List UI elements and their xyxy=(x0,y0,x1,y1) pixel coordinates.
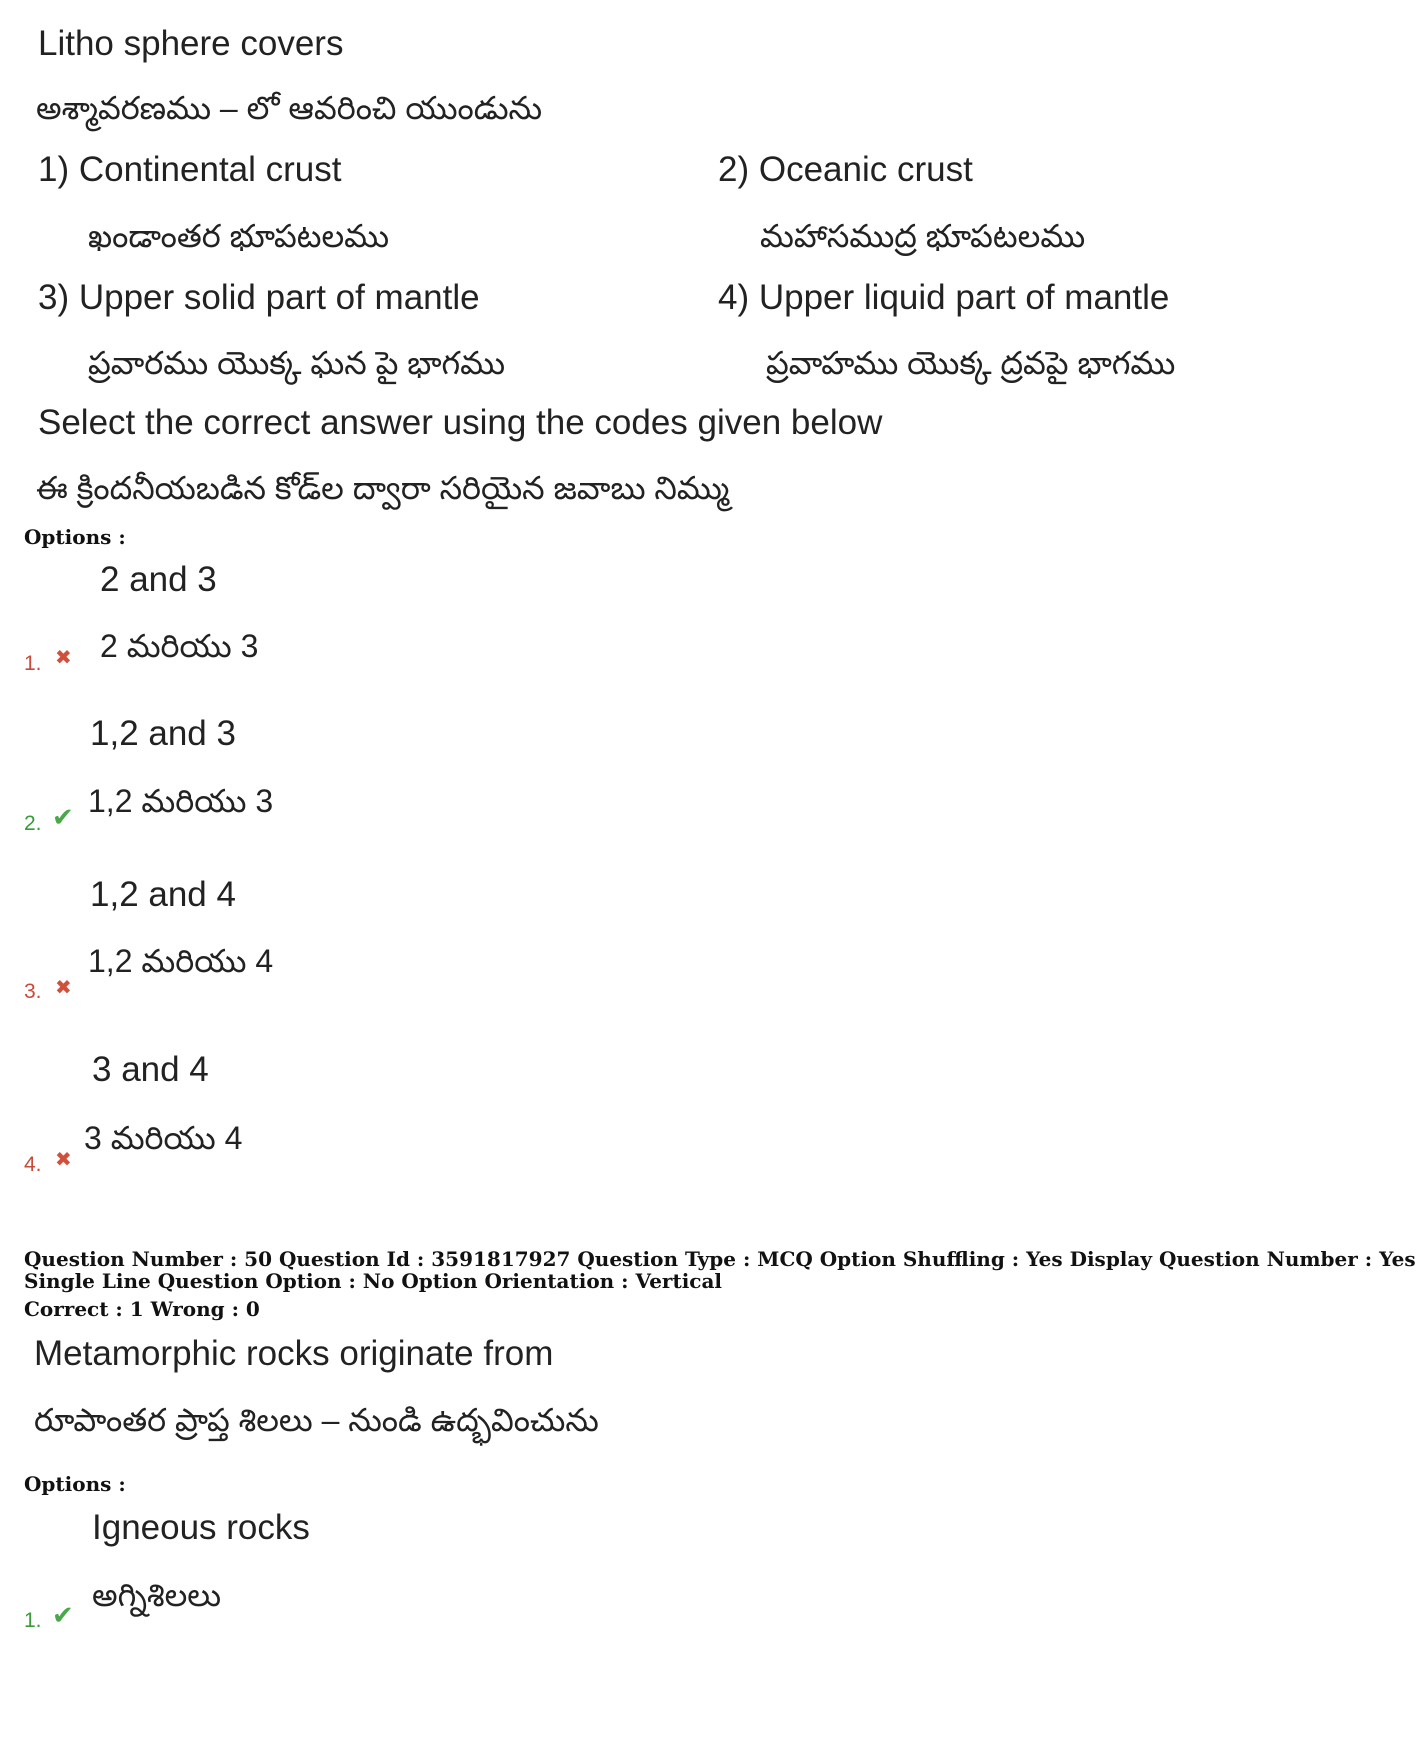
cross-icon: ✖ xyxy=(55,977,72,999)
statement-1-te: ఖండాంతర భూపటలము xyxy=(88,218,390,254)
option-2-text-en: 1,2 and 3 xyxy=(90,714,236,753)
question-2-stem-en: Metamorphic rocks originate from xyxy=(34,1334,554,1373)
cross-icon: ✖ xyxy=(55,1149,72,1171)
question-meta-line-1: Question Number : 50 Question Id : 3591817927 Question Type : MCQ Option Shuffling : Yes Display Question Number : Yes xyxy=(24,1247,1416,1271)
statement-1-en: 1) Continental crust xyxy=(38,150,342,189)
question-score: Correct : 1 Wrong : 0 xyxy=(24,1297,260,1321)
question-stem-te: అశ్మావరణము – లో ఆవరించి యుండును xyxy=(36,90,543,126)
instruction-en: Select the correct answer using the codes given below xyxy=(38,403,883,442)
question-2-stem-te: రూపాంతర ప్రాప్త శిలలు – నుండి ఉద్భవించును xyxy=(34,1402,599,1438)
option-3-text-te: 1,2 మరియు 4 xyxy=(88,943,274,979)
statement-4-te: ప్రవాహము యొక్క ద్రవపై భాగము xyxy=(766,345,1176,381)
cross-icon: ✖ xyxy=(55,647,72,669)
instruction-te: ఈ క్రిందనీయబడిన కోడ్‌ల ద్వారా సరియైన జవాబు నిమ్ము xyxy=(36,470,730,506)
question-2-option-1-text-te: అగ్నిశిలలు xyxy=(92,1577,222,1613)
check-icon: ✔ xyxy=(52,1601,74,1630)
statement-3-en: 3) Upper solid part of mantle xyxy=(38,278,480,317)
statement-2-te: మహాసముద్ర భూపటలము xyxy=(760,218,1086,254)
question-stem-en: Litho sphere covers xyxy=(38,24,344,63)
option-3-number: 3. xyxy=(24,980,42,1003)
option-1-text-en: 2 and 3 xyxy=(100,560,217,599)
option-3-text-en: 1,2 and 4 xyxy=(90,875,236,914)
option-4-text-en: 3 and 4 xyxy=(92,1050,209,1089)
question-2-option-1-number: 1. xyxy=(24,1609,42,1632)
statement-3-te: ప్రవారము యొక్క ఘన పై భాగము xyxy=(88,345,506,381)
option-4-text-te: 3 మరియు 4 xyxy=(84,1120,243,1156)
option-2-text-te: 1,2 మరియు 3 xyxy=(88,783,274,819)
option-2-number: 2. xyxy=(24,812,42,835)
statement-4-en: 4) Upper liquid part of mantle xyxy=(718,278,1170,317)
option-1-text-te: 2 మరియు 3 xyxy=(100,628,259,664)
question-2-option-1-text-en: Igneous rocks xyxy=(92,1508,310,1547)
options-label: Options : xyxy=(24,525,126,549)
statement-2-en: 2) Oceanic crust xyxy=(718,150,973,189)
question-meta-line-2: Single Line Question Option : No Option Orientation : Vertical xyxy=(24,1269,723,1293)
option-1-number: 1. xyxy=(24,652,42,675)
check-icon: ✔ xyxy=(52,803,74,832)
option-4-number: 4. xyxy=(24,1153,42,1176)
question-2-options-label: Options : xyxy=(24,1472,126,1496)
